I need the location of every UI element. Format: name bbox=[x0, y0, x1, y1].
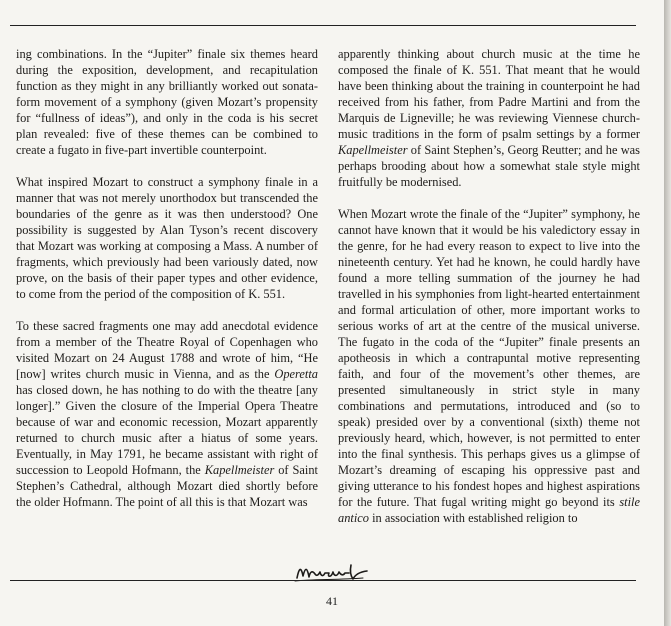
left-paragraph-1-text: ing combinations. In the “Jupiter” finale six themes heard during the exposition, development, and recapitulation function as they might in any brilliantly worked out sonata-form movement of a symphony (given Mozart’s propensity for “fullness of ideas”), and only in the coda is his secret plan revealed: five of these themes can be combined to create a fugato in five-part invertible counterpoint. bbox=[16, 47, 318, 157]
left-column bbox=[16, 46, 318, 510]
left-paragraph-2-text: What inspired Mozart to construct a symphony finale in a manner that was not merely unorthodox but transcended the boundaries of the genre as it was then understood? One possibility is suggested by Alan Tyson’s recent discovery that Mozart was working at composing a Mass. A number of fragments, which previously had been variously dated, now prove, on the basis of their paper types and other evidence, to come from the period of the composition of K. 551. bbox=[16, 175, 318, 301]
right-paragraph-1-text-a: apparently thinking about church music at the time he composed the finale of K. 551. That meant that he would have been thinking about the training in counterpoint he had received from his father, from Padre Martini and from the Marquis de Ligneville; he was reviewing Viennese church-music traditions in the form of psalm settings by a former bbox=[338, 47, 640, 141]
kapellmeister-italic: Kapellmeister bbox=[204, 463, 275, 477]
left-paragraph-2 bbox=[16, 174, 318, 302]
stile-antico-italic: stile antico bbox=[338, 495, 640, 525]
right-paragraph-2 bbox=[338, 206, 640, 526]
page-edge bbox=[664, 0, 671, 626]
kapellmeister-italic-right: Kapellmeister bbox=[338, 143, 408, 157]
right-paragraph-2-text-b: in association with established religion to bbox=[368, 511, 578, 525]
left-paragraph-3-text-b: has closed down, he has nothing to do with the theatre [any longer].” Given the closure of the Imperial Opera Theatre because of war and economic recession, Mozart apparently returned to church music after a hiatus of some years. Eventually, in May 1791, he became assistant with right of succession to Leopold Hofmann, the bbox=[16, 383, 318, 477]
left-paragraph-3-text-c: of Saint Stephen’s Cathedral, although Mozart died shortly before the older Hofmann. The point of all this is that Mozart was bbox=[16, 463, 318, 509]
page-number: 41 bbox=[326, 594, 338, 608]
right-column bbox=[338, 46, 640, 526]
left-paragraph-3-text-a: To these sacred fragments one may add anecdotal evidence from a member of the Theatre Royal of Copenhagen who visited Mozart on 24 August 1788 and wrote of him, “He [now] writes church music in Vienna, and as the bbox=[16, 319, 318, 381]
right-paragraph-1 bbox=[338, 46, 640, 190]
left-paragraph-1 bbox=[16, 46, 318, 158]
operetta-italic: Operetta bbox=[274, 367, 318, 381]
left-paragraph-3 bbox=[16, 318, 318, 510]
bottom-rule bbox=[10, 580, 636, 581]
right-paragraph-1-text-b: of Saint Stephen’s, Georg Reutter; and he was perhaps brooding about how a somewhat stale style might fruitfully be modernised. bbox=[338, 143, 640, 189]
top-rule bbox=[10, 25, 636, 26]
right-paragraph-2-text-a: When Mozart wrote the finale of the “Jupiter” symphony, he cannot have known that it would be his valedictory essay in the genre, for he had every reason to expect to live into the nineteenth century. Yet had he known, he could hardly have found a more telling summation of the journey he had travelled in his symphonies from light-hearted entertainment and formal articulation of other, more important works to serious works of art at the centre of the musical universe. The fugato in the coda of the “Jupiter” finale presents an apotheosis in which a contrapuntal motive representing faith, and four of the movement’s other themes, are presented simultaneously in strict style in many combinations and permutations, introduced and (so to speak) presided over by a conventional (sixth) theme not previously heard, which, however, is not permitted to enter into the final synthesis. This perhaps gives us a glimpse of Mozart’s dreaming of escaping his oppressive past and giving utterance to his fondest hopes and highest aspirations for the future. That fugal writing might go beyond its bbox=[338, 207, 640, 509]
